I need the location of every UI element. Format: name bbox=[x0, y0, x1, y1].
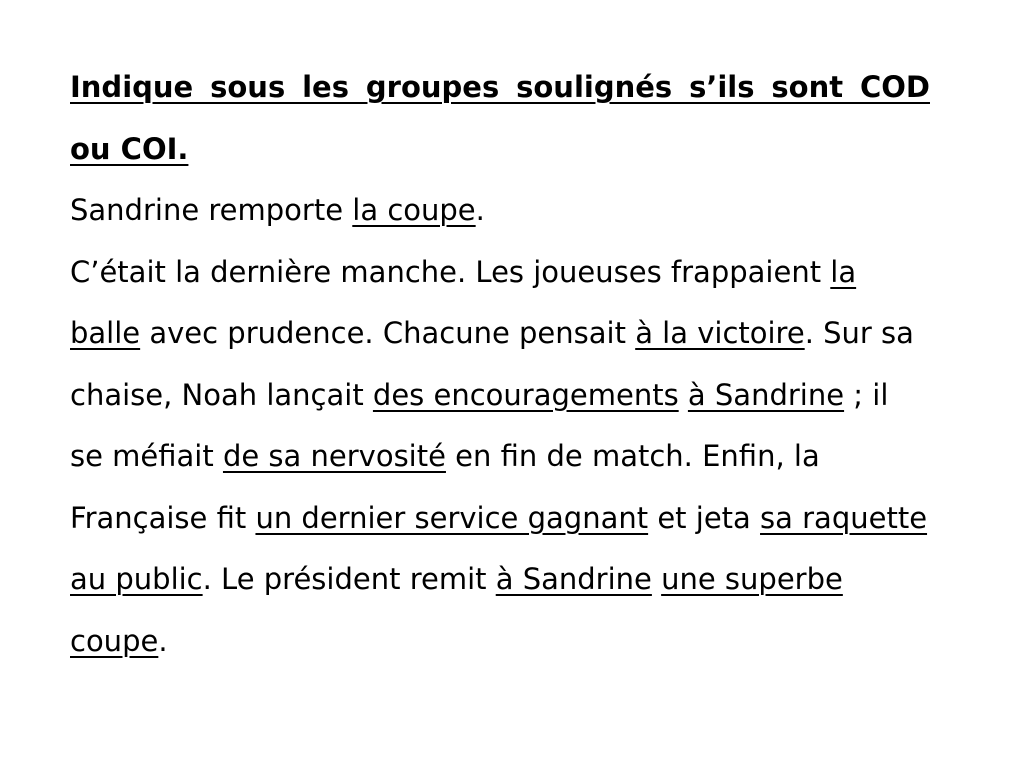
text-segment: avec prudence. Chacune pensait bbox=[140, 316, 636, 350]
underlined-group-9: au public bbox=[70, 562, 203, 596]
text-segment: . Sur sa chaise, Noah lançait bbox=[70, 316, 914, 412]
underlined-group-5: à Sandrine bbox=[687, 377, 845, 412]
text-segment bbox=[652, 562, 661, 596]
text-segment: . Le président remit bbox=[202, 562, 496, 596]
underlined-group-2: la balle bbox=[70, 254, 857, 350]
story-paragraph bbox=[70, 242, 930, 673]
underlined-group-1: la coupe bbox=[352, 193, 476, 227]
text-segment: C’était la dernière manche. Les joueuses frappaient bbox=[70, 254, 831, 289]
underlined-group-7: un dernier service gagnant bbox=[255, 500, 649, 535]
text-segment bbox=[679, 378, 688, 412]
underlined-group-11: une superbe coupe bbox=[70, 562, 843, 658]
text-segment: . bbox=[158, 623, 168, 658]
underlined-group-6: de sa nervosité bbox=[222, 439, 446, 473]
underlined-group-10: à Sandrine bbox=[495, 562, 652, 596]
text-segment: . bbox=[475, 193, 485, 227]
text-segment: Sandrine remporte bbox=[70, 193, 353, 227]
sentence-1 bbox=[70, 180, 930, 242]
text-segment: ; il se méfiait bbox=[70, 377, 889, 473]
underlined-group-4: des encouragements bbox=[372, 377, 679, 412]
text-segment: et jeta bbox=[648, 500, 761, 535]
underlined-group-8: sa raquette bbox=[760, 500, 928, 535]
underlined-group-3: à la victoire bbox=[635, 316, 805, 350]
text-segment: en fin de match. Enfin, la Française fit bbox=[70, 439, 820, 535]
exercise-slide bbox=[70, 57, 930, 672]
exercise-instruction: Indique sous les groupes soulignés s’ils sont COD ou COI. bbox=[70, 70, 930, 166]
